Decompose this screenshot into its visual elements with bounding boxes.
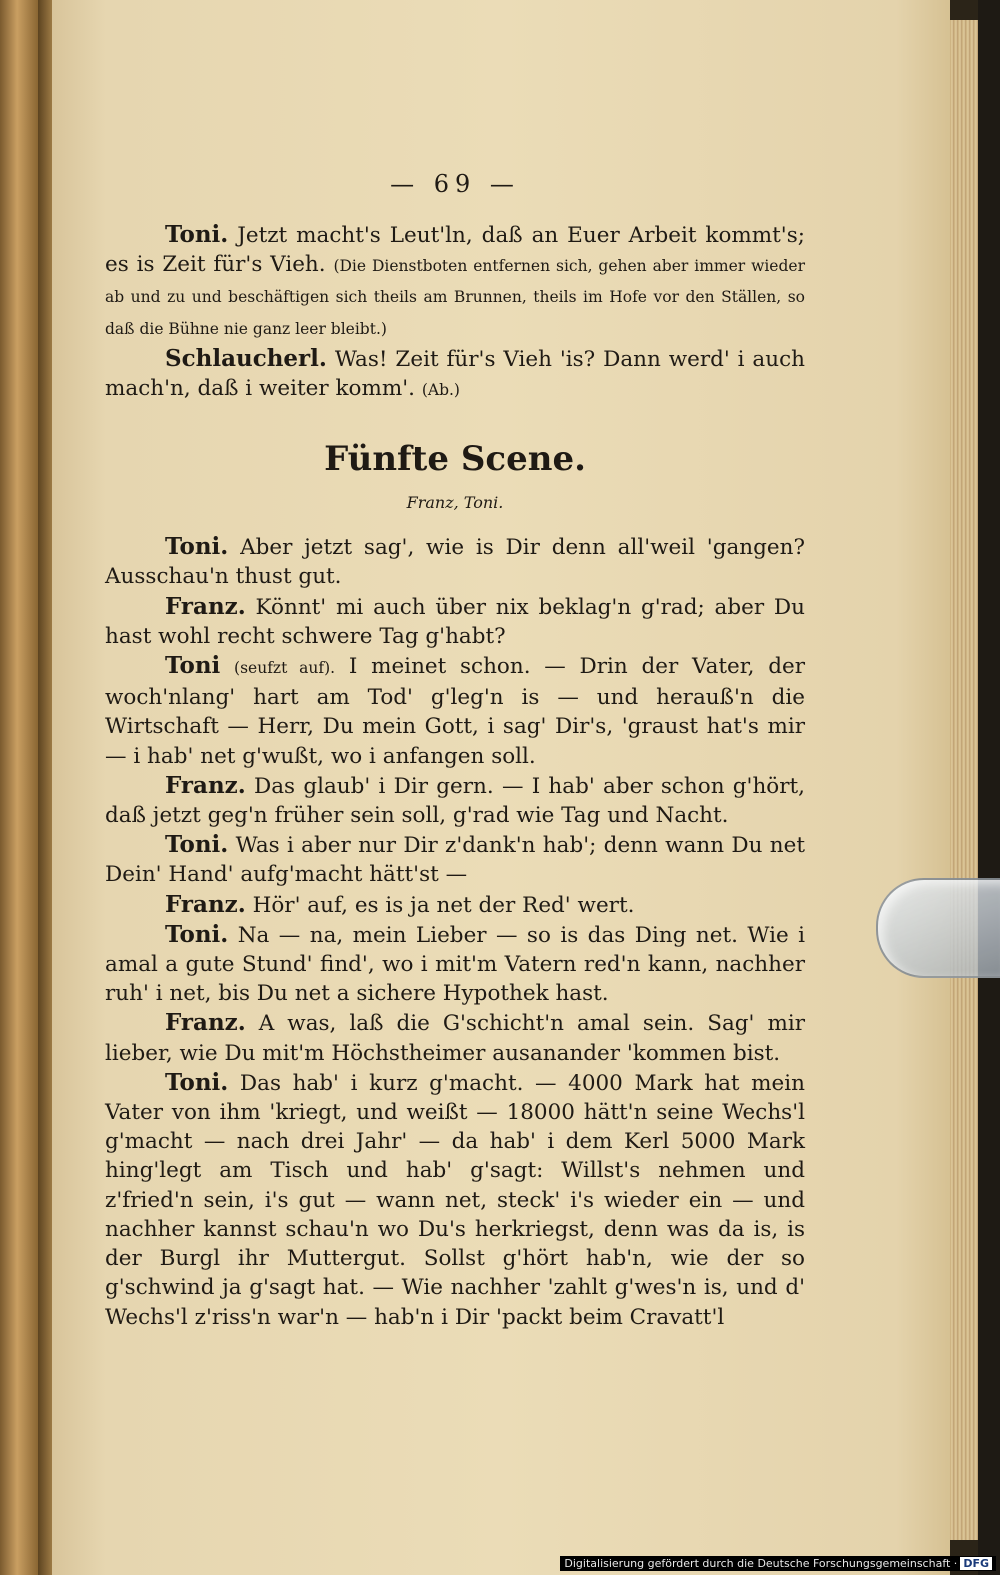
speaker-name: Toni. bbox=[165, 920, 229, 948]
stage-direction: (seufzt auf). bbox=[234, 659, 336, 678]
credit-text: Digitalisierung gefördert durch die Deutsche Forschungsgemeinschaft · bbox=[564, 1557, 958, 1570]
dialogue-line bbox=[105, 920, 805, 1009]
dialogue-line bbox=[105, 592, 805, 651]
stage-direction: (Die Dienstboten entfernen sich, gehen aber immer wieder ab und zu und beschäftigen sich theils am Brunnen, theils im Hofe vor den Ställen, so daß die Bühne nie ganz leer bleibt.) bbox=[105, 257, 805, 338]
dialogue-line bbox=[105, 532, 805, 591]
line-text: Was i aber nur Dir z'dank'n hab'; denn wann Du net Dein' Hand' aufg'macht hätt'st — bbox=[105, 833, 805, 888]
dialogue-line bbox=[105, 344, 805, 405]
line-text: Das hab' i kurz g'macht. — 4000 Mark hat mein Vater von ihm 'kriegt, und weißt — 18000 hätt'n seine Wechs'l g'macht — nach drei Jahr' — da hab' i dem Kerl 5000 Mark hing'legt am Tisch und hab' g'sagt: Willst's nehmen und z'fried'n sein, i's gut — wann net, steck' i's wieder ein — und nachher kannst schau'n wo Du's herkriegst, denn was da is, is der Burgl ihr Muttergut. Sollst g'hört hab'n, wie der so g'schwind ja g'sagt hat. — Wie nachher 'zahlt g'wes'n is, und d' Wechs'l z'riss'n war'n — hab'n i Dir 'packt beim Cravatt'l bbox=[105, 1070, 805, 1330]
speaker-name: Franz. bbox=[165, 1009, 246, 1037]
dialogue-line bbox=[105, 890, 805, 920]
dialogue-before-scene bbox=[105, 220, 805, 405]
line-text: I meinet schon. — Drin der Vater, der woch'nlang' hart am Tod' g'leg'n is — und herauß'n die Wirtschaft — Herr, Du mein Gott, i sag' Dir's, 'graust hat's mir — i hab' net g'wußt, wo i anfangen soll. bbox=[105, 654, 806, 769]
speaker-name: Toni. bbox=[165, 221, 229, 248]
dialogue-line bbox=[105, 771, 805, 830]
line-text: Hör' auf, es is ja net der Red' wert. bbox=[252, 892, 635, 918]
book-spine bbox=[0, 0, 38, 1575]
speaker-name: Franz. bbox=[165, 592, 246, 620]
line-text: A was, laß die G'schicht'n amal sein. Sag' mir lieber, wie Du mit'm Höchstheimer ausanander 'kommen bist. bbox=[105, 1011, 805, 1066]
scene-title: Fünfte Scene. bbox=[324, 439, 586, 480]
speaker-name: Toni. bbox=[165, 533, 229, 561]
line-text: Das glaub' i Dir gern. — I hab' aber schon g'hört, daß jetzt geg'n früher sein soll, g'rad wie Tag und Nacht. bbox=[105, 773, 805, 829]
speaker-name: Franz. bbox=[165, 890, 246, 918]
line-text: Was! Zeit für's Vieh 'is? Dann werd' i auch mach'n, daß i weiter komm'. bbox=[105, 346, 805, 402]
dialogue-line bbox=[105, 1068, 805, 1332]
stage-direction: (Ab.) bbox=[421, 381, 460, 400]
page-gutter bbox=[38, 0, 52, 1575]
speaker-name: Schlaucherl. bbox=[165, 344, 327, 372]
speaker-name: Toni bbox=[165, 652, 221, 680]
speaker-name: Toni. bbox=[165, 831, 229, 859]
line-text: Aber jetzt sag', wie is Dir denn all'weil 'gangen? Ausschau'n thust gut. bbox=[105, 535, 805, 590]
dialogue-line bbox=[105, 651, 805, 771]
line-text: Na — na, mein Lieber — so is das Ding net. Wie i amal a gute Stund' find', wo i mit'm Vatern red'n kann, nachher ruh' i net, bis Du net a sichere Hypothek hast. bbox=[105, 922, 805, 1007]
speaker-name: Franz. bbox=[165, 771, 246, 799]
line-text: Könnt' mi auch über nix beklag'n g'rad; aber Du hast wohl recht schwere Tag g'habt? bbox=[105, 594, 805, 649]
digitization-credit bbox=[560, 1556, 996, 1571]
page-clip bbox=[876, 878, 1000, 978]
dialogue-line bbox=[105, 1008, 805, 1067]
dialogue-line bbox=[105, 220, 805, 344]
dfg-logo: DFG bbox=[960, 1557, 992, 1570]
dialogue-line bbox=[105, 830, 805, 889]
line-text: Jetzt macht's Leut'ln, daß an Euer Arbeit kommt's; es is Zeit für's Vieh. bbox=[105, 223, 805, 278]
scan-background bbox=[978, 0, 1000, 1575]
dialogue-after-scene bbox=[105, 532, 805, 1331]
page-number: — 69 — bbox=[390, 170, 520, 198]
page-stack-edge bbox=[950, 20, 978, 1540]
page-content bbox=[105, 170, 805, 1332]
scene-persons: Franz, Toni. bbox=[406, 493, 504, 513]
speaker-name: Toni. bbox=[165, 1068, 229, 1096]
